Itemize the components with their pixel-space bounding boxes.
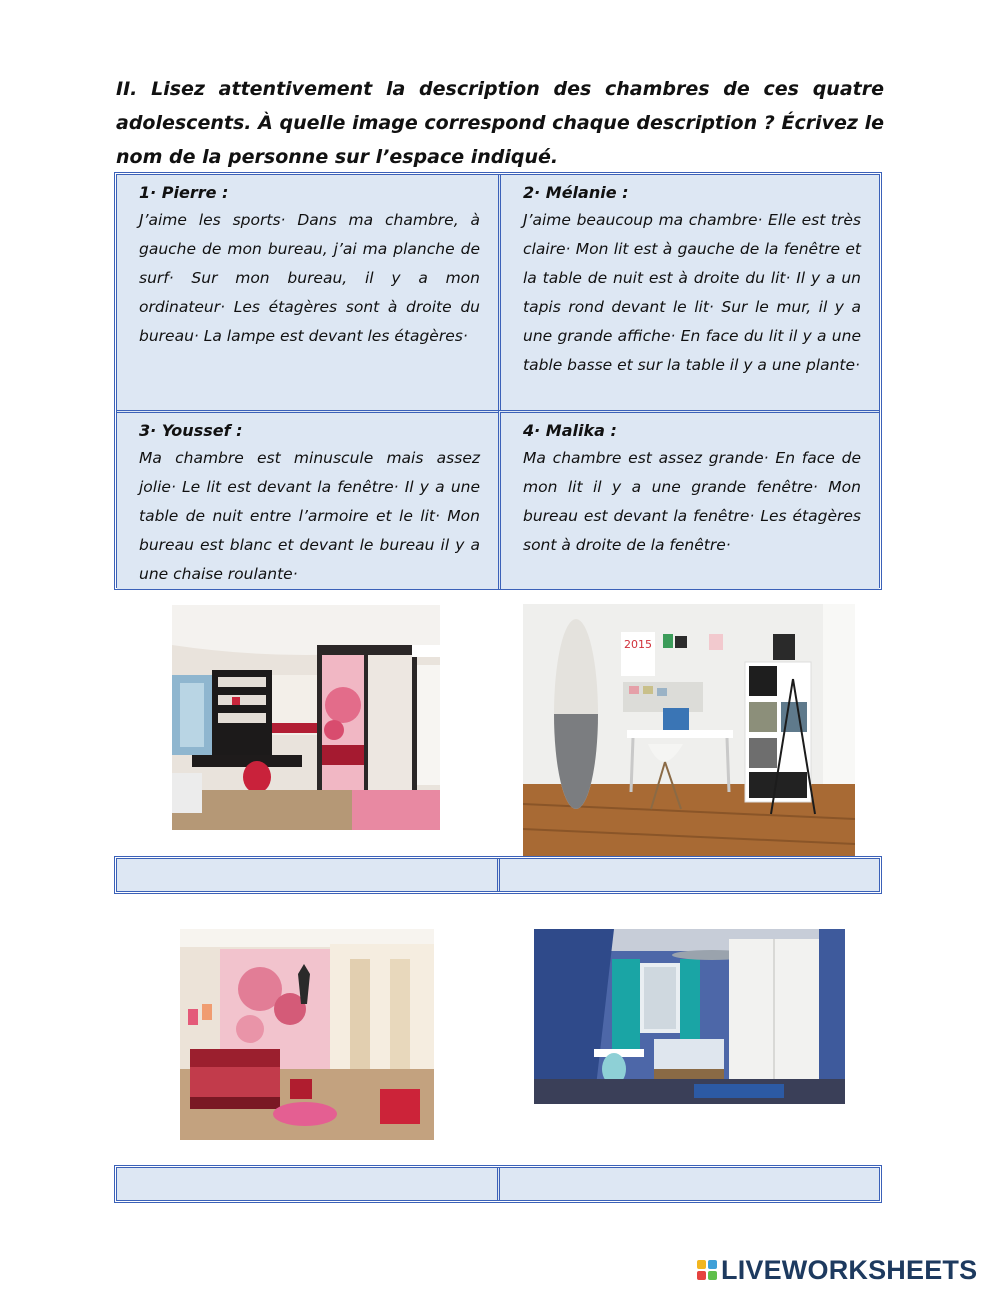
logo-mark-icon [697, 1260, 717, 1280]
answer-row-1 [114, 856, 882, 894]
answer-input-photo-3[interactable] [117, 1168, 497, 1200]
description-text: J’aime beaucoup ma chambre· Elle est très claire· Mon lit est à gauche de la fenêtre et la table de nuit est à droite du lit· Il y a un tapis rond devant le lit· Sur le mur, il y a une grande affiche· En face du lit il y a une table basse et sur la table il y a une plante· [523, 211, 861, 374]
description-title: 3· Youssef : [139, 421, 243, 440]
bedroom-photo-3 [180, 929, 434, 1140]
answer-input-photo-1[interactable] [117, 859, 497, 891]
bedroom-photo-1 [172, 605, 440, 830]
description-melanie [498, 175, 879, 410]
description-text: J’aime les sports· Dans ma chambre, à gauche de mon bureau, j’ai ma planche de surf· Sur mon bureau, il y a mon ordinateur· Les étagères sont à droite du bureau· La lampe est devant les étagères· [139, 211, 480, 345]
description-text: Ma chambre est minuscule mais assez jolie· Le lit est devant la fenêtre· Il y a une table de nuit entre l’armoire et le lit· Mon bureau est blanc et devant le bureau il y a une chaise roulante· [139, 449, 480, 583]
poster-year: 2015 [624, 638, 652, 651]
description-pierre [117, 175, 498, 410]
answer-row-2 [114, 1165, 882, 1203]
bedroom-photo-2 [523, 604, 855, 856]
bedroom-photo-4 [534, 929, 845, 1104]
description-title: 1· Pierre : [139, 183, 229, 202]
description-malika [498, 410, 879, 589]
answer-input-photo-4[interactable] [497, 1168, 880, 1200]
description-text: Ma chambre est assez grande· En face de mon lit il y a une grande fenêtre· Mon bureau est devant la fenêtre· Les étagères sont à droite de la fenêtre· [523, 449, 861, 554]
description-youssef [117, 410, 498, 589]
descriptions-table [114, 172, 882, 590]
logo-text: LIVEWORKSHEETS [721, 1254, 978, 1285]
description-title: 2· Mélanie : [523, 183, 629, 202]
instruction: II. Lisez attentivement la description des chambres de ces quatre adolescents. À quelle image correspond chaque description ? Écrivez le nom de la personne sur l’espace indiqué. [116, 78, 884, 168]
description-title: 4· Malika : [523, 421, 617, 440]
liveworksheets-logo [697, 1255, 977, 1285]
answer-input-photo-2[interactable] [497, 859, 880, 891]
